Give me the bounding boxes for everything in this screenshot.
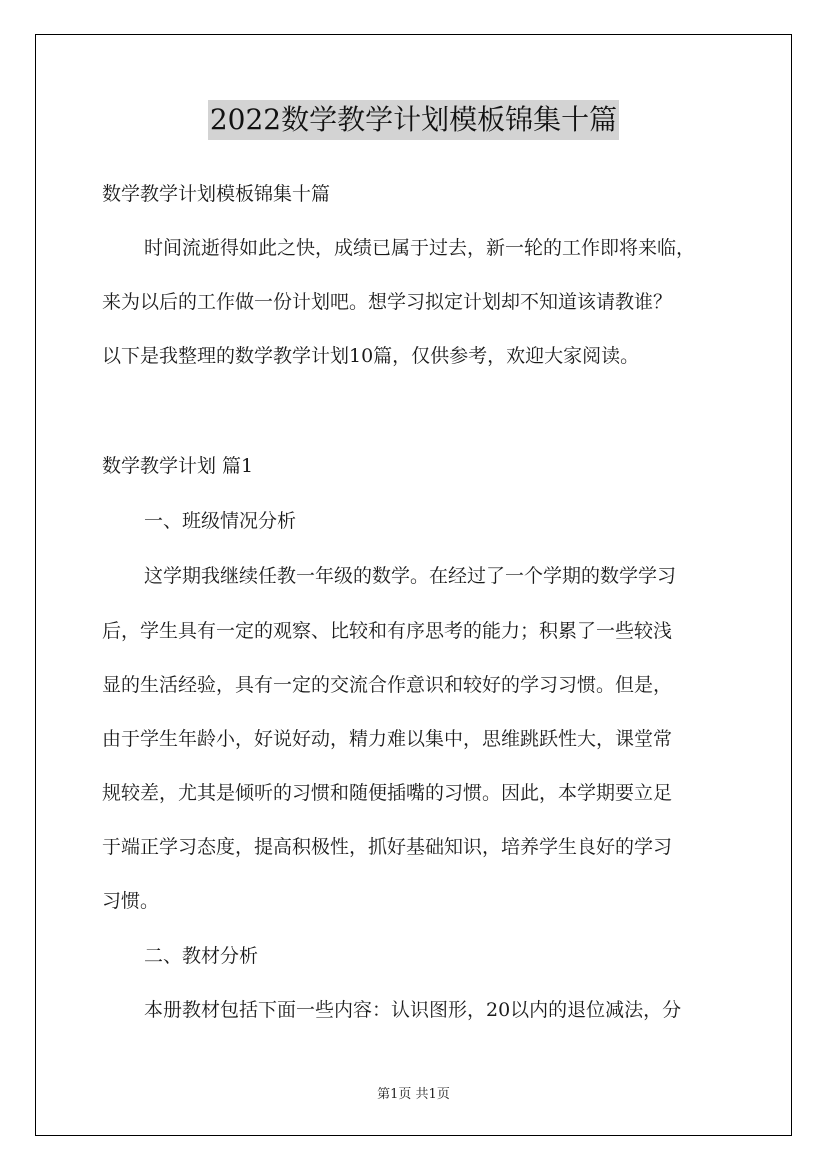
paragraph-line: 这学期我继续任教一年级的数学。在经过了一个学期的数学学习 bbox=[144, 565, 677, 587]
paragraph-line: 规较差，尤其是倾听的习惯和随便插嘴的习惯。因此，本学期要立足 bbox=[102, 782, 673, 804]
paragraph-line: 于端正学习态度，提高积极性，抓好基础知识，培养学生良好的学习 bbox=[102, 836, 673, 858]
subsection-heading: 二、教材分析 bbox=[144, 945, 259, 967]
section-heading: 数学教学计划 篇1 bbox=[102, 455, 254, 477]
paragraph-line: 后，学生具有一定的观察、比较和有序思考的能力；积累了一些较浅 bbox=[102, 620, 673, 642]
paragraph-line: 由于学生年龄小，好说好动，精力难以集中，思维跳跃性大，课堂常 bbox=[102, 728, 673, 750]
paragraph-line: 显的生活经验，具有一定的交流合作意识和较好的学习习惯。但是， bbox=[102, 674, 673, 696]
subtitle-line: 数学教学计划模板锦集十篇 bbox=[102, 183, 331, 205]
paragraph-line: 时间流逝得如此之快，成绩已属于过去，新一轮的工作即将来临， bbox=[144, 237, 696, 259]
paragraph-line: 习惯。 bbox=[102, 890, 160, 912]
page-footer: 第1页 共1页 bbox=[377, 1087, 450, 1102]
paragraph-line: 来为以后的工作做一份计划吧。想学习拟定计划却不知道该请教谁？ bbox=[102, 291, 673, 313]
paragraph-line: 本册教材包括下面一些内容：认识图形，20以内的退位减法，分 bbox=[144, 999, 682, 1021]
paragraph-line: 以下是我整理的数学教学计划10篇，仅供参考，欢迎大家阅读。 bbox=[102, 345, 640, 367]
title-container bbox=[0, 100, 827, 140]
subsection-heading: 一、班级情况分析 bbox=[144, 510, 297, 532]
document-title: 2022数学教学计划模板锦集十篇 bbox=[208, 100, 619, 140]
